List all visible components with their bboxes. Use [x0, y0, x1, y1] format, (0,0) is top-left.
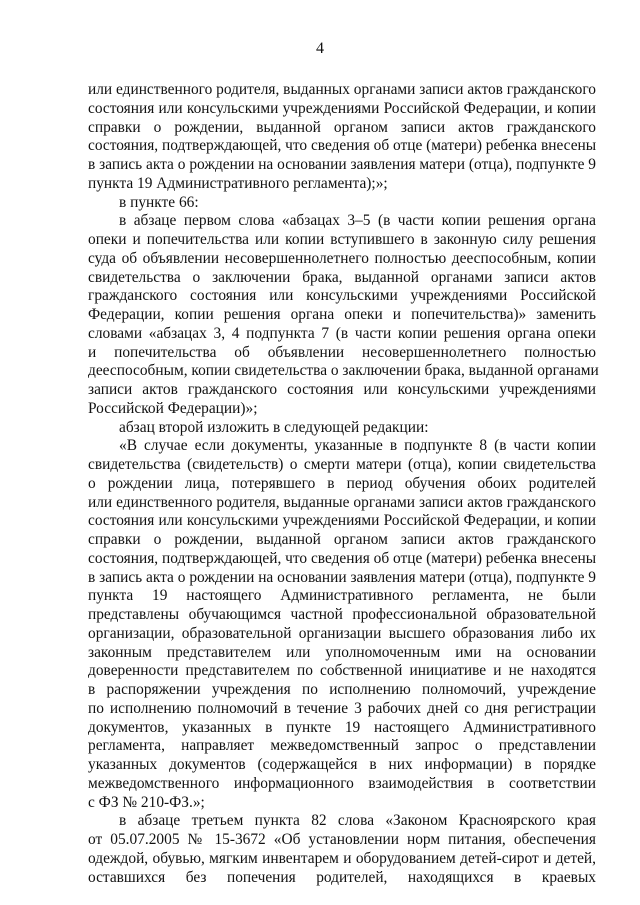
text-line: о рождении лица, потерявшего в период обучения обоих родителей: [88, 474, 596, 492]
text-line: «В случае если документы, указанные в подпункте 8 (в части копии: [119, 437, 596, 455]
document-body: [88, 81, 599, 887]
text-line: по исполнению полномочий в течение 3 рабочих дней со дня регистрации: [88, 699, 596, 717]
text-line: состояния, подтверждающей, что сведения об отце (матери) ребенка внесены: [88, 549, 597, 567]
text-line: оставшихся без попечения родителей, находящихся в краевых: [88, 868, 596, 886]
text-line: с ФЗ № 210-ФЗ.»;: [88, 793, 205, 811]
text-line: регламента, направляет межведомственный запрос о представлении: [88, 737, 596, 755]
text-line: или единственного родителя, выданных органами записи актов гражданского: [88, 81, 596, 98]
text-line: указанных документов (содержащейся в них информации) в порядке: [88, 756, 596, 773]
text-line: в абзаце первом слова «абзацах 3–5 (в части копии решения органа: [119, 212, 596, 230]
text-line: межведомственного информационного взаимодействия в соответствии: [88, 774, 596, 792]
text-line: в абзаце третьем пункта 82 слова «Законом Красноярского края: [119, 812, 596, 830]
text-line: опеки и попечительства или копии вступившего в законную силу решения: [88, 231, 596, 248]
text-line: пункта 19 настоящего Административного регламента, не были: [88, 587, 596, 605]
text-line: в пункте 66:: [119, 193, 199, 211]
text-line: словами «абзацах 3, 4 подпункта 7 (в части копии решения органа опеки: [88, 324, 596, 342]
page-number: 4: [316, 40, 324, 57]
text-line: справки о рождении, выданной органом записи актов гражданского: [88, 531, 596, 548]
text-line: свидетельства о заключении брака, выданной органами записи актов: [88, 268, 596, 286]
text-line: Российской Федерации)»;: [88, 399, 258, 417]
text-line: справки о рождении, выданной органом записи актов гражданского: [88, 118, 596, 136]
text-line: суда об объявлении несовершеннолетнего полностью дееспособным, копии: [88, 249, 596, 267]
text-line: пункта 19 Административного регламента);»;: [88, 174, 388, 192]
text-line: или единственного родителя, выданные органами записи актов гражданского: [88, 493, 596, 511]
text-line: в запись акта о рождении на основании заявления матери (отца), подпункте 9: [88, 156, 596, 173]
text-line: состояния или консульскими учреждениями Российской Федерации, и копии: [88, 99, 596, 117]
text-line: документов, указанных в пункте 19 настоящего Административного: [88, 718, 596, 736]
text-line: одеждой, обувью, мягким инвентарем и оборудованием детей-сирот и детей,: [88, 849, 596, 867]
text-line: законным представителем или уполномоченным ими на основании: [88, 643, 596, 661]
text-line: свидетельства (свидетельств) о смерти матери (отца), копии свидетельства: [88, 456, 596, 473]
text-line: от 05.07.2005 № 15-3672 «Об установлении норм питания, обеспечения: [88, 831, 596, 848]
text-line: гражданского состояния или консульскими учреждениями Российской: [88, 287, 596, 305]
text-line: состояния, подтверждающей, что сведения об отце (матери) ребенка внесены: [88, 137, 597, 155]
text-line: и попечительства об объявлении несовершеннолетнего полностью: [88, 343, 596, 361]
text-line: Федерации, копии решения органа опеки и попечительства)» заменить: [88, 306, 596, 323]
text-line: записи актов гражданского состояния или консульскими учреждениями: [88, 381, 596, 398]
text-line: организации, образовательной организации высшего образования либо их: [88, 624, 596, 642]
text-line: в распоряжении учреждения по исполнению полномочий, учреждение: [88, 681, 596, 698]
text-line: абзац второй изложить в следующей редакции:: [119, 418, 429, 436]
text-line: представлены обучающимся частной профессиональной образовательной: [88, 606, 596, 623]
text-line: состояния или консульскими учреждениями Российской Федерации, и копии: [88, 512, 596, 530]
text-line: дееспособным, копии свидетельства о заключении брака, выданной органами: [88, 362, 599, 380]
text-line: доверенности представителем по собственной инициативе и не находятся: [88, 662, 596, 680]
text-line: в запись акта о рождении на основании заявления матери (отца), подпункте 9: [88, 568, 596, 586]
